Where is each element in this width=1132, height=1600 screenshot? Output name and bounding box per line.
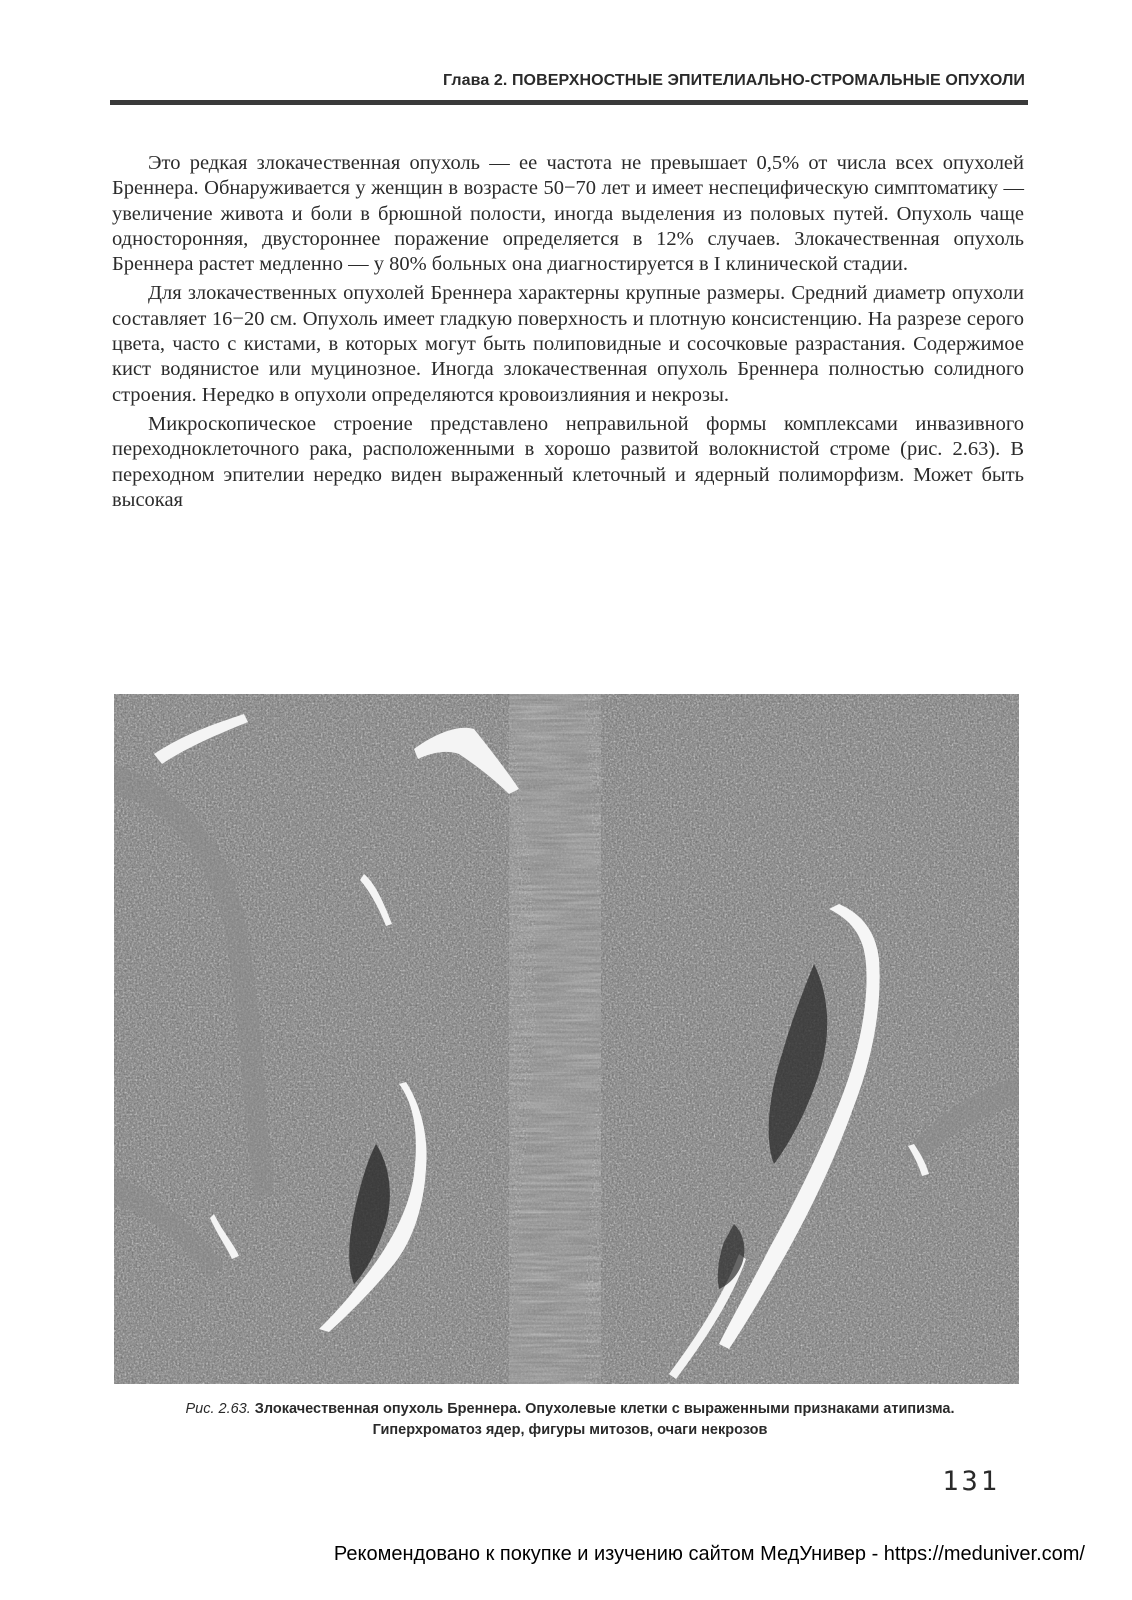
paragraph-3: Микроскопическое строение представлено неправильной формы комплексами инвазивного переходноклеточного рака, расположенными в хорошо развитой волокнистой строме (рис. 2.63). В переходном эпителии нередко виден выраженный клеточный и ядерный полиморфизм. Может быть высокая	[112, 412, 1024, 511]
footer-note: Рекомендовано к покупке и изучению сайтом МедУнивер - https://meduniver.com/	[333, 1543, 1085, 1565]
paragraph-1: Это редкая злокачественная опухоль — ее частота не превышает 0,5% от числа всех опухолей Бреннера. Обнаруживается у женщин в возрасте 50−70 лет и имеет неспецифическую симптоматику — увеличение живота и боли в брюшной полости, иногда выделения из половых путей. Опухоль чаще односторонняя, двустороннее поражение определяется в 12% случаев. Злокачественная опухоль Бреннера растет медленно — у 80% больных она диагностируется в I клинической стадии.	[112, 152, 1024, 276]
body-text	[112, 151, 1024, 517]
caption-label: Рис. 2.63.	[185, 1401, 251, 1417]
header-rule	[110, 100, 1028, 105]
paragraph-2: Для злокачественных опухолей Бреннера характерны крупные размеры. Средний диаметр опухоли составляет 16−20 см. Опухоль имеет гладкую поверхность и плотную консистенцию. На разрезе серого цвета, часто с кистами, в которых могут быть полиповидные и сосочковые разрастания. Содержимое кист водянистое или муцинозное. Иногда злокачественная опухоль Бреннера полностью солидного строения. Нередко в опухоли определяются кровоизлияния и некрозы.	[112, 282, 1024, 406]
micrograph-figure	[114, 694, 1019, 1384]
running-head: Глава 2. ПОВЕРХНОСТНЫЕ ЭПИТЕЛИАЛЬНО-СТРОМАЛЬНЫЕ ОПУХОЛИ	[442, 72, 1025, 89]
figure-caption	[130, 1399, 1010, 1441]
page-number: 131	[942, 1466, 1000, 1497]
caption-text: Злокачественная опухоль Бреннера. Опухолевые клетки с выраженными признаками атипизма. Гиперхроматоз ядер, фигуры митозов, очаги некрозов	[254, 1401, 955, 1438]
micrograph-image	[114, 694, 1019, 1384]
